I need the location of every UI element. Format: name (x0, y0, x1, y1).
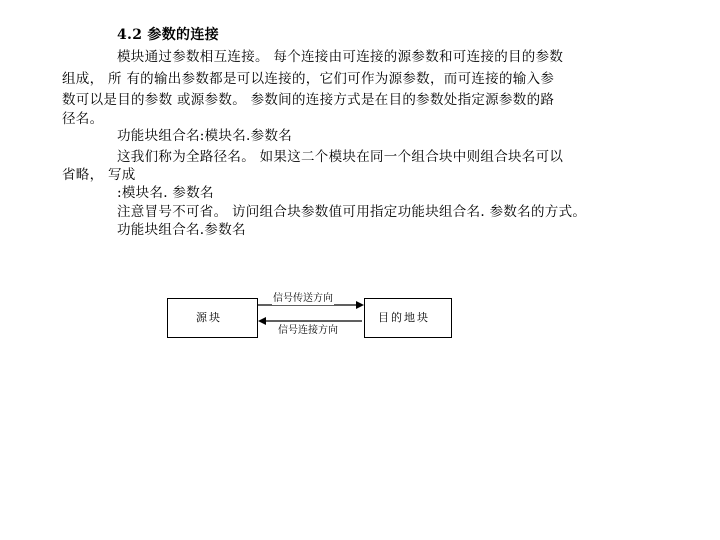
paragraph-line: 模块通过参数相互连接。 每个连接由可连接的源参数和可连接的目的参数 (117, 49, 564, 65)
paragraph-line: 径名。 (62, 111, 104, 127)
source-block-label: 源块 (196, 311, 222, 324)
syntax-line: :模块名. 参数名 (117, 185, 214, 201)
connect-direction-label: 信号连接方向 (278, 325, 338, 336)
paragraph-line: 注意冒号不可省。 访问组合块参数值可用指定功能块组合名. 参数名的方式。 (117, 204, 587, 220)
paragraph-line: 数可以是目的参数 或源参数。 参数间的连接方式是在目的参数处指定源参数的路 (62, 92, 555, 108)
paragraph-line: 省略， 写成 (62, 167, 136, 183)
section-title: 4.2 参数的连接 (117, 27, 219, 43)
paragraph-line: 这我们称为全路径名。 如果这二个模块在同一个组合块中则组合块名可以 (117, 149, 564, 165)
syntax-line: 功能块组合名.参数名 (117, 222, 246, 238)
syntax-line: 功能块组合名:模块名.参数名 (117, 128, 293, 144)
transfer-arrow-head (356, 301, 364, 309)
target-block-box (364, 298, 452, 338)
transfer-direction-label: 信号传送方向 (273, 293, 333, 304)
connect-arrow-head (258, 317, 266, 325)
source-block-box (167, 298, 258, 338)
paragraph-line: 组成， 所 有的输出参数都是可以连接的，它们可作为源参数，而可连接的输入参 (62, 71, 555, 87)
target-block-label: 目的地块 (378, 311, 430, 324)
